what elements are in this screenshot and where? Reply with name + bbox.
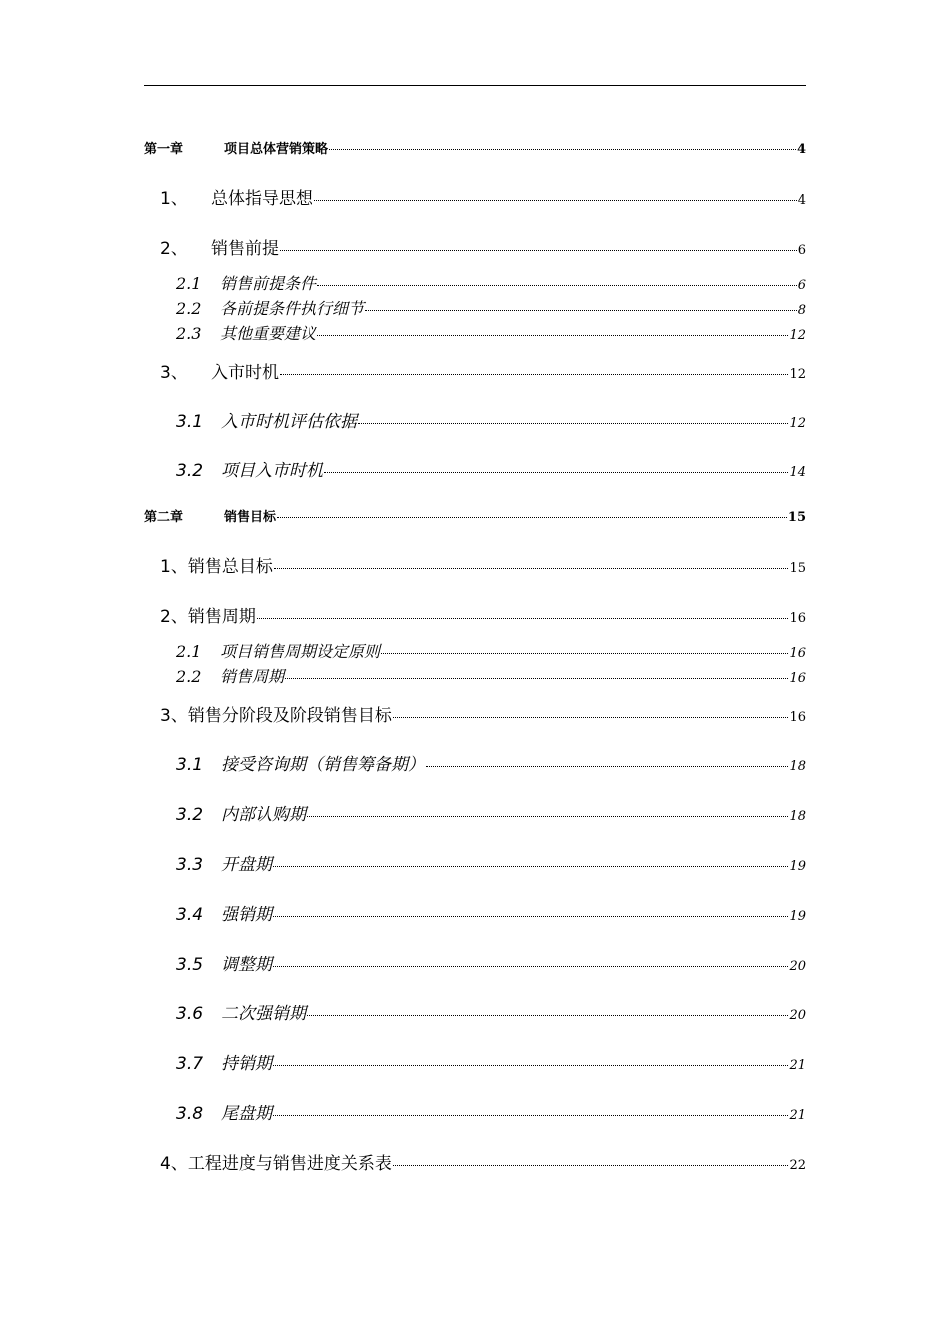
toc-entry-page: 20	[789, 959, 806, 974]
header-rule	[144, 85, 806, 86]
toc-entry-page: 4	[797, 193, 806, 208]
toc-entry-number: 2、	[160, 239, 188, 259]
toc-entry-section-2-3[interactable]	[160, 701, 806, 726]
dot-leader	[426, 766, 788, 767]
toc-entry-title: 销售周期	[187, 607, 256, 627]
toc-entry-number: 2.3	[176, 324, 202, 343]
toc-entry-page: 8	[797, 303, 806, 318]
toc-entry-page: 18	[789, 759, 806, 774]
toc-entry-title: 销售前提	[211, 239, 279, 259]
toc-entry-title: 开盘期	[221, 855, 272, 875]
toc-entry-section-2-2[interactable]	[160, 602, 806, 627]
dot-leader	[393, 1165, 789, 1166]
toc-entry-subsection-2-3-5[interactable]	[176, 950, 806, 975]
toc-entry-page: 15	[789, 561, 806, 576]
dot-leader	[324, 472, 788, 473]
dot-leader	[277, 517, 787, 518]
toc-entry-page: 12	[789, 416, 806, 431]
dot-leader	[273, 966, 788, 967]
dot-leader	[317, 285, 797, 286]
toc-entry-number: 3.2	[176, 805, 204, 825]
toc-entry-page: 6	[797, 243, 806, 258]
dot-leader	[358, 423, 788, 424]
toc-entry-number: 3.8	[176, 1104, 204, 1124]
toc-entry-number: 2、	[160, 607, 188, 627]
toc-entry-subsection-2-2[interactable]	[176, 296, 806, 319]
toc-entry-number: 第一章	[144, 142, 184, 157]
toc-entry-title: 总体指导思想	[211, 189, 313, 209]
toc-entry-number: 3、	[160, 363, 188, 383]
toc-entry-subsection-2-3-7[interactable]	[176, 1049, 806, 1074]
toc-entry-chapter-1[interactable]	[144, 138, 806, 157]
toc-entry-page: 14	[789, 465, 806, 480]
toc-entry-number: 1、	[160, 189, 188, 209]
toc-entry-number: 4、	[160, 1154, 188, 1174]
dot-leader	[273, 916, 788, 917]
toc-entry-page: 15	[787, 510, 806, 525]
toc-entry-page: 21	[789, 1058, 806, 1073]
toc-entry-title: 项目销售周期设定原则	[220, 642, 381, 661]
toc-entry-number: 3.6	[176, 1004, 204, 1024]
dot-leader	[329, 149, 796, 150]
toc-entry-subsection-2-1[interactable]	[176, 271, 806, 294]
toc-entry-title: 销售总目标	[187, 557, 273, 577]
toc-entry-number: 3.1	[176, 755, 204, 775]
toc-entry-title: 其他重要建议	[220, 324, 317, 343]
toc-entry-title: 项目总体营销策略	[224, 142, 329, 157]
toc-entry-number: 3.1	[176, 412, 204, 432]
toc-entry-subsection-2-3-6[interactable]	[176, 999, 806, 1024]
dot-leader	[285, 678, 788, 679]
dot-leader	[381, 653, 788, 654]
toc-entry-title: 项目入市时机	[221, 461, 323, 481]
toc-entry-page: 19	[789, 909, 806, 924]
dot-leader	[280, 250, 797, 251]
toc-entry-number: 3.2	[176, 461, 204, 481]
toc-entry-section-1-1[interactable]	[160, 184, 806, 209]
toc-entry-subsection-2-3-1[interactable]	[176, 750, 806, 775]
toc-entry-title: 工程进度与销售进度关系表	[187, 1154, 392, 1174]
toc-entry-page: 6	[797, 278, 806, 293]
toc-entry-title: 销售目标	[224, 510, 277, 525]
toc-entry-subsection-3-1[interactable]	[176, 407, 806, 432]
toc-entry-page: 16	[789, 611, 806, 626]
dot-leader	[280, 374, 788, 375]
toc-entry-title: 调整期	[221, 955, 272, 975]
dot-leader	[273, 1065, 788, 1066]
toc-entry-title: 销售分阶段及阶段销售目标	[187, 706, 392, 726]
toc-entry-section-1-2[interactable]	[160, 234, 806, 259]
dot-leader	[273, 1115, 788, 1116]
dot-leader	[393, 717, 789, 718]
toc-entry-subsection-2-2-2[interactable]	[176, 664, 806, 687]
toc-entry-page: 22	[789, 1158, 806, 1173]
toc-entry-number: 3.3	[176, 855, 204, 875]
toc-entry-title: 内部认购期	[221, 805, 306, 825]
toc-entry-subsection-3-2[interactable]	[176, 456, 806, 481]
toc-entry-title: 持销期	[221, 1054, 272, 1074]
toc-entry-title: 强销期	[221, 905, 272, 925]
toc-entry-subsection-2-3-8[interactable]	[176, 1099, 806, 1124]
dot-leader	[307, 1015, 788, 1016]
toc-entry-chapter-2[interactable]	[144, 506, 806, 525]
toc-entry-title: 二次强销期	[221, 1004, 306, 1024]
toc-entry-page: 12	[789, 328, 806, 343]
dot-leader	[273, 866, 788, 867]
dot-leader	[274, 568, 789, 569]
dot-leader	[307, 816, 788, 817]
toc-entry-subsection-2-3[interactable]	[176, 321, 806, 344]
toc-entry-page: 16	[789, 710, 806, 725]
toc-entry-number: 3.7	[176, 1054, 204, 1074]
toc-entry-number: 3.5	[176, 955, 204, 975]
dot-leader	[317, 335, 788, 336]
toc-entry-page: 4	[796, 142, 806, 157]
dot-leader	[365, 310, 797, 311]
toc-entry-number: 第二章	[144, 510, 184, 525]
toc-entry-title: 入市时机评估依据	[221, 412, 357, 432]
toc-entry-subsection-2-3-3[interactable]	[176, 850, 806, 875]
dot-leader	[314, 200, 797, 201]
toc-entry-number: 2.2	[176, 299, 202, 318]
toc-entry-section-2-4[interactable]	[160, 1149, 806, 1174]
toc-entry-number: 3、	[160, 706, 188, 726]
toc-entry-subsection-2-2-1[interactable]	[176, 639, 806, 662]
toc-entry-title: 接受咨询期（销售筹备期）	[221, 755, 425, 775]
toc-entry-subsection-2-3-2[interactable]	[176, 800, 806, 825]
toc-entry-number: 3.4	[176, 905, 204, 925]
toc-entry-number: 1、	[160, 557, 188, 577]
toc-entry-page: 12	[789, 367, 806, 382]
toc-entry-page: 18	[789, 809, 806, 824]
toc-entry-page: 21	[789, 1108, 806, 1123]
toc-entry-section-2-1[interactable]	[160, 552, 806, 577]
toc-entry-number: 2.2	[176, 667, 202, 686]
toc-entry-section-1-3[interactable]	[160, 358, 806, 383]
toc-entry-subsection-2-3-4[interactable]	[176, 900, 806, 925]
toc-entry-page: 19	[789, 859, 806, 874]
toc-entry-title: 销售周期	[220, 667, 285, 686]
toc-entry-title: 入市时机	[211, 363, 279, 383]
toc-entry-page: 20	[789, 1008, 806, 1023]
toc-entry-title: 各前提条件执行细节	[220, 299, 365, 318]
toc-entry-title: 尾盘期	[221, 1104, 272, 1124]
dot-leader	[257, 618, 789, 619]
toc-entry-page: 16	[789, 646, 806, 661]
toc-entry-number: 2.1	[176, 274, 202, 293]
toc-entry-number: 2.1	[176, 642, 202, 661]
toc-entry-page: 16	[789, 671, 806, 686]
toc-entry-title: 销售前提条件	[220, 274, 317, 293]
